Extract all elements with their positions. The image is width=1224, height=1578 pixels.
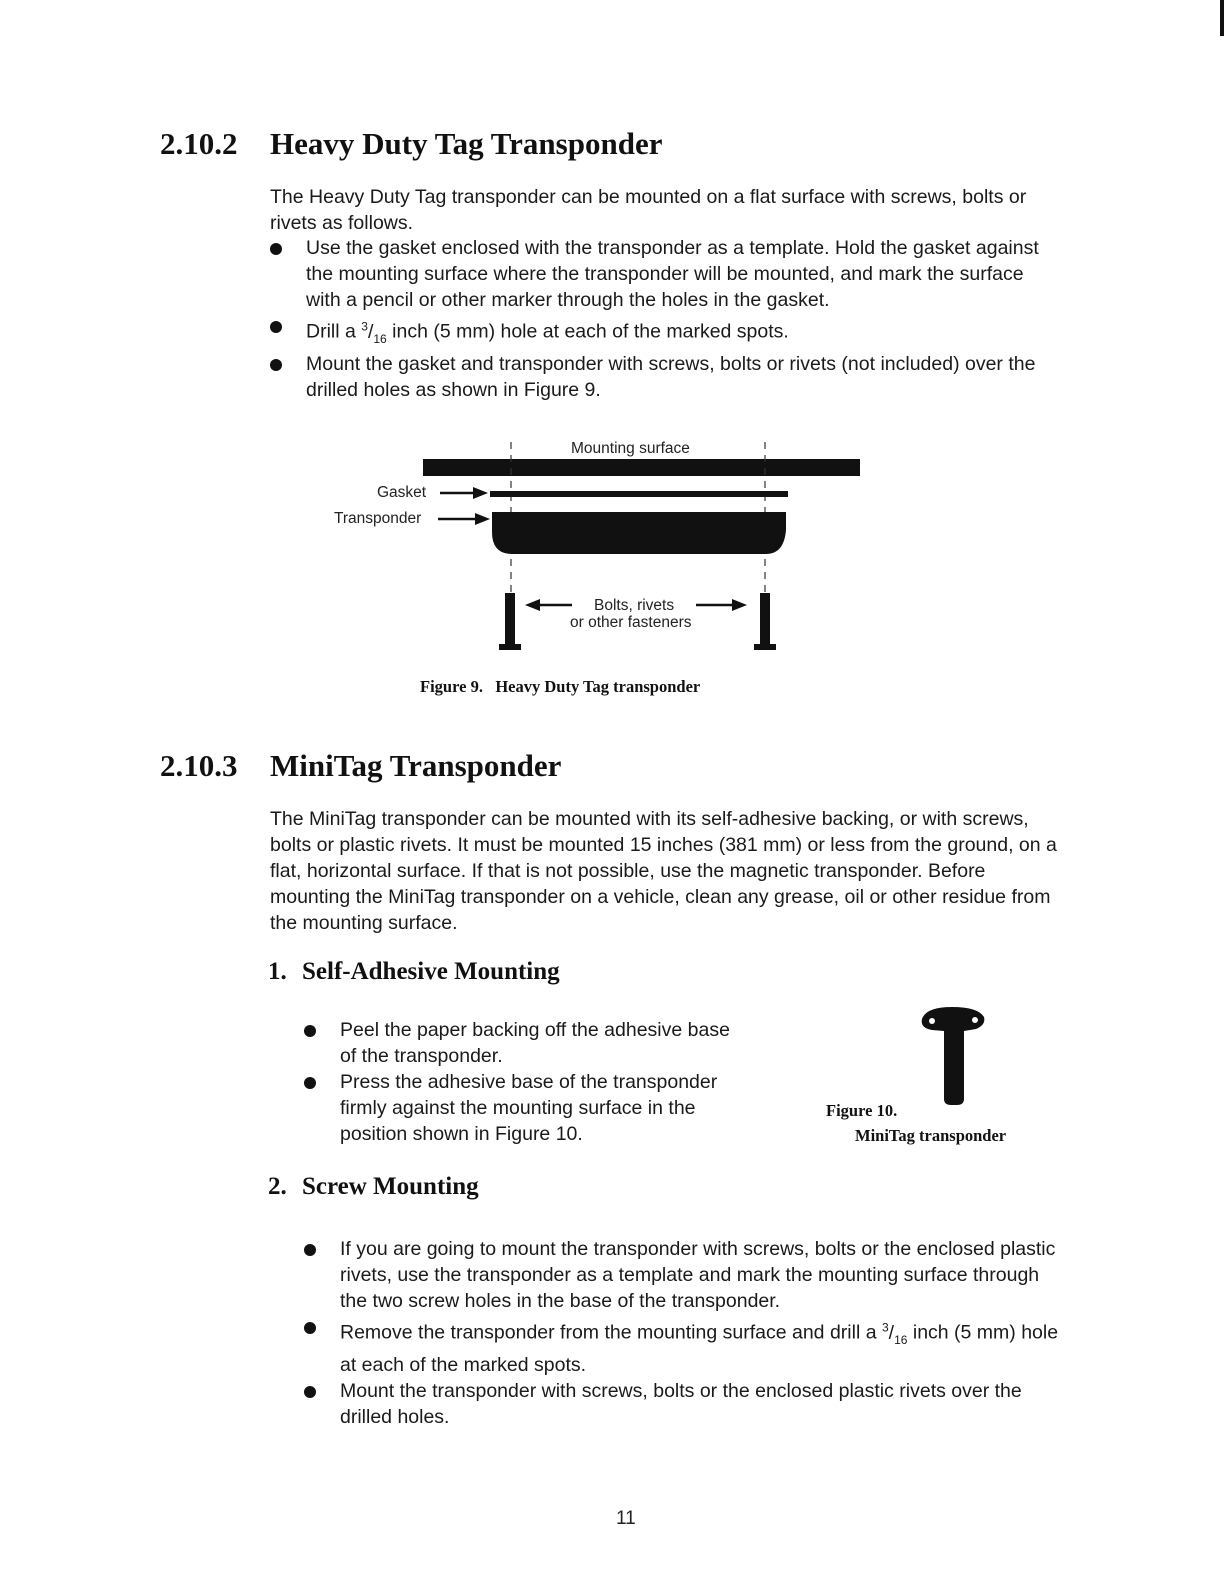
- figure-10-caption-text: MiniTag transponder: [855, 1126, 1007, 1145]
- scan-edge-mark: [1220, 0, 1224, 36]
- section-heading-heavy-duty: [160, 126, 662, 162]
- fastener-arrow-right: [732, 599, 747, 611]
- list-item: Use the gasket enclosed with the transponder as a template. Hold the gasket against the mounting surface where the transponder will be mounted, and mark the surface with a pencil or other marker through the holes in the gasket.: [270, 235, 1050, 313]
- screw-mounting-steps: [304, 1236, 1064, 1430]
- figure-10-caption-label: Figure 10.: [826, 1101, 898, 1120]
- subheading-self-adhesive: [268, 958, 560, 986]
- section-title: MiniTag Transponder: [270, 748, 562, 783]
- section-heading-minitag: [160, 748, 561, 784]
- page-number: 11: [616, 1508, 636, 1529]
- caption-text: Heavy Duty Tag transponder: [495, 677, 701, 696]
- gasket-arrow: [473, 487, 488, 499]
- caption-label: Figure 9.: [420, 677, 483, 696]
- label-gasket: Gasket: [377, 484, 427, 501]
- heavy-duty-intro: The Heavy Duty Tag transponder can be mounted on a flat surface with screws, bolts or rivets as follows.: [270, 186, 1027, 234]
- subheading-number: 1.: [268, 958, 287, 985]
- minitag-intro: The MiniTag transponder can be mounted with its self-adhesive backing, or with screws, bolts or plastic rivets. It must be mounted 15 inches (381 mm) or less from the ground, on a flat, horizontal surface. If that is not possible, use the magnetic transponder. Before mounting the MiniTag transponder on a vehicle, clean any grease, oil or other residue from the mounting surface.: [270, 808, 1057, 934]
- list-item-drill: Drill a $^3/_{16}$ inch (5 mm) hole at each of the marked spots.: [270, 313, 1050, 351]
- fastener-arrow-left: [525, 599, 540, 611]
- list-item: Mount the gasket and transponder with screws, bolts or rivets (not included) over the drilled holes as shown in Figure 9.: [270, 351, 1050, 403]
- minitag-transponder-icon: [918, 1003, 988, 1107]
- label-fasteners-1: Bolts, rivets: [594, 597, 675, 614]
- list-item: Mount the transponder with screws, bolts or the enclosed plastic rivets over the drilled holes.: [304, 1378, 1064, 1430]
- section-number: 2.10.2: [160, 126, 238, 161]
- section-title: Heavy Duty Tag Transponder: [270, 126, 663, 161]
- figure-9-caption: [420, 677, 700, 697]
- bolt-right: [754, 593, 776, 650]
- heavy-duty-steps: [270, 235, 1050, 403]
- label-transponder: Transponder: [334, 510, 422, 527]
- transponder-body: [492, 512, 786, 554]
- bolt-left: [499, 593, 521, 650]
- label-fasteners-2: or other fasteners: [570, 614, 692, 631]
- subheading-title: Self-Adhesive Mounting: [302, 958, 560, 985]
- self-adhesive-steps: [304, 1017, 744, 1147]
- list-item: Peel the paper backing off the adhesive base of the transponder.: [304, 1017, 744, 1069]
- list-item: Press the adhesive base of the transponder firmly against the mounting surface in the position shown in Figure 10.: [304, 1069, 744, 1147]
- subheading-title: Screw Mounting: [302, 1173, 479, 1200]
- list-item: If you are going to mount the transponder with screws, bolts or the enclosed plastic rivets, use the transponder as a template and mark the mounting surface through the two screw holes in the base of the transponder.: [304, 1236, 1064, 1314]
- mounting-surface-bar: [423, 459, 860, 476]
- subheading-number: 2.: [268, 1173, 287, 1200]
- subheading-screw-mounting: [268, 1173, 479, 1201]
- gasket-bar: [490, 491, 788, 497]
- label-mounting-surface: Mounting surface: [571, 440, 690, 457]
- transponder-arrow: [475, 513, 490, 525]
- list-item-drill: Remove the transponder from the mounting surface and drill a $^3/_{16}$ inch (5 mm) hole at each of the marked spots.: [304, 1314, 1064, 1378]
- section-number: 2.10.3: [160, 748, 238, 783]
